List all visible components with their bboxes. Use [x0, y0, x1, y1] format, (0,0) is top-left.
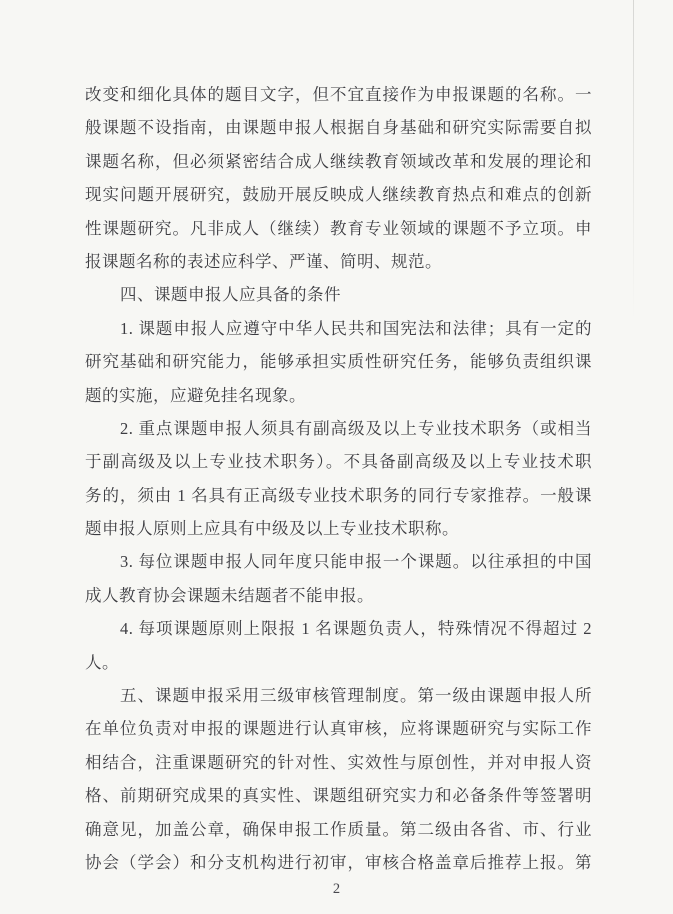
text-line: 1. 课题申报人应遵守中华人民共和国宪法和法律；具有一定的	[120, 318, 592, 338]
text-line: 改变和细化具体的题目文字，但不宜直接作为申报课题的名称。一	[85, 85, 592, 104]
text-line: 五、课题申报采用三级审核管理制度。第一级由课题申报人所	[120, 686, 592, 706]
list-item-3	[85, 545, 592, 612]
paragraph-section-5	[85, 679, 592, 879]
text-line: 务的，须由 1 名具有正高级专业技术职务的同行专家推荐。一般课	[85, 485, 592, 505]
page-number: 2	[332, 881, 341, 897]
text-line: 于副高级及以上专业技术职务）。不具备副高级及以上专业技术职	[85, 452, 592, 472]
text-line: 课题名称，但必须紧密结合成人继续教育领域改革和发展的理论和	[85, 151, 592, 171]
text-line: 性课题研究。凡非成人（继续）教育专业领域的课题不予立项。申	[85, 218, 592, 238]
text-line: 确意见，加盖公章，确保申报工作质量。第二级由各省、市、行业	[85, 819, 592, 839]
text-line: 3. 每位课题申报人同年度只能申报一个课题。以往承担的中国	[120, 552, 592, 572]
text-line: 研究基础和研究能力，能够承担实质性研究任务，能够负责组织课	[85, 352, 592, 372]
text-line: 2. 重点课题申报人须具有副高级及以上专业技术职务（或相当	[120, 418, 592, 438]
scan-edge-artifact	[633, 0, 634, 320]
paragraph-continued	[85, 78, 592, 278]
text-line: 人。	[85, 652, 119, 672]
text-line: 成人教育协会课题未结题者不能申报。	[85, 585, 374, 605]
list-item-1	[85, 312, 592, 412]
text-line: 在单位负责对申报的课题进行认真审核，应将课题研究与实际工作	[85, 719, 592, 739]
text-line: 报课题名称的表述应科学、严谨、简明、规范。	[85, 251, 442, 271]
section-heading-4	[85, 278, 592, 311]
document-text-area	[85, 78, 592, 879]
list-item-4	[85, 612, 592, 679]
section-heading: 四、课题申报人应具备的条件	[120, 285, 341, 305]
text-line: 相结合，注重课题研究的针对性、实效性与原创性，并对申报人资	[85, 752, 592, 772]
text-line: 题的实施，应避免挂名现象。	[85, 385, 306, 405]
text-line: 般课题不设指南，由课题申报人根据自身基础和研究实际需要自拟	[85, 118, 592, 138]
text-line: 协会（学会）和分支机构进行初审，审核合格盖章后推荐上报。第	[85, 852, 592, 872]
text-line: 4. 每项课题原则上限报 1 名课题负责人，特殊情况不得超过 2	[120, 619, 592, 639]
text-line: 题申报人原则上应具有中级及以上专业技术职称。	[85, 519, 459, 539]
list-item-2	[85, 412, 592, 546]
text-line: 格、前期研究成果的真实性、课题组研究实力和必备条件等签署明	[85, 786, 592, 806]
text-line: 现实问题开展研究，鼓励开展反映成人继续教育热点和难点的创新	[85, 185, 592, 205]
